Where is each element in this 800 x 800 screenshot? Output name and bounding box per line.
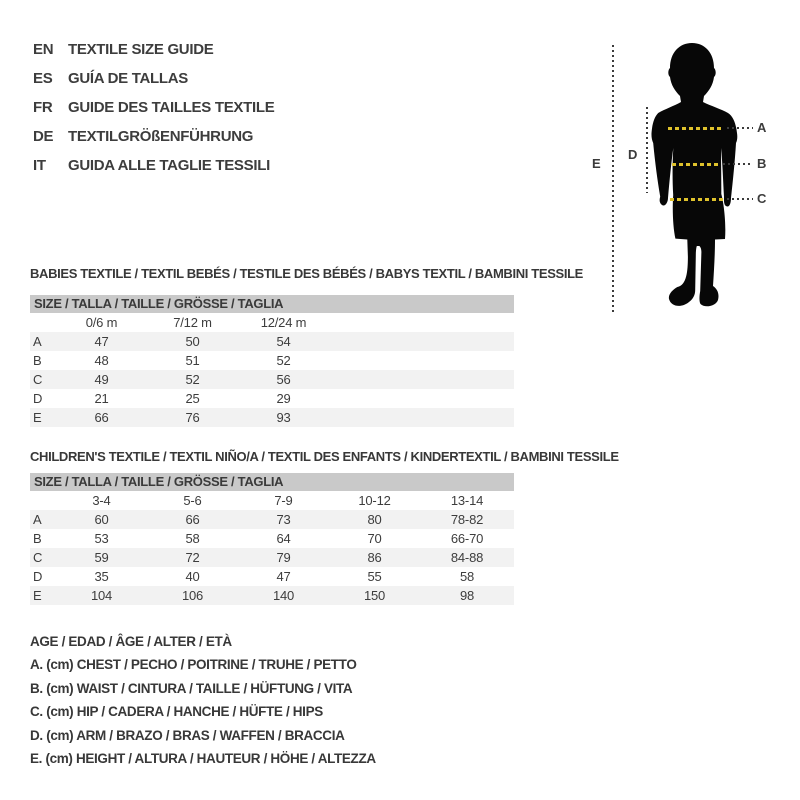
table-row: E 104 106 140 150 98 bbox=[30, 586, 514, 605]
row-label: A bbox=[33, 334, 42, 349]
chest-measure-label: A bbox=[757, 120, 767, 135]
hip-measure-label: C bbox=[757, 191, 767, 206]
row-label: B bbox=[33, 531, 42, 546]
legend-waist: B. (cm) WAIST / CINTURA / TAILLE / HÜFTUNG / VITA bbox=[30, 680, 353, 696]
children-col-1: 3-4 bbox=[92, 493, 111, 508]
waist-measure-label: B bbox=[757, 156, 767, 171]
babies-column-header-row bbox=[30, 313, 514, 332]
language-code: EN bbox=[33, 41, 54, 58]
language-row-de bbox=[33, 122, 274, 151]
language-code: ES bbox=[33, 70, 53, 87]
table-row: D 21 25 29 bbox=[30, 389, 514, 408]
chest-measure-row bbox=[590, 119, 795, 137]
table-row: A 47 50 54 bbox=[30, 332, 514, 351]
language-title: GUÍA DE TALLAS bbox=[68, 70, 188, 87]
table-row: B 48 51 52 bbox=[30, 351, 514, 370]
language-title: TEXTILE SIZE GUIDE bbox=[68, 41, 214, 58]
babies-col-1: 0/6 m bbox=[85, 315, 118, 330]
legend-hip: C. (cm) HIP / CADERA / HANCHE / HÜFTE / HIPS bbox=[30, 704, 323, 720]
legend-height: E. (cm) HEIGHT / ALTURA / HAUTEUR / HÖHE / ALTEZZA bbox=[30, 750, 376, 766]
legend-age: AGE / EDAD / ÂGE / ALTER / ETÀ bbox=[30, 634, 232, 649]
row-label: A bbox=[33, 512, 42, 527]
babies-section-title: BABIES TEXTILE / TEXTIL BEBÉS / TESTILE DES BÉBÉS / BABYS TEXTIL / BAMBINI TESSILE bbox=[30, 266, 584, 281]
language-row-es bbox=[33, 64, 274, 93]
height-measure-label: E bbox=[592, 156, 601, 171]
language-list bbox=[33, 35, 274, 180]
children-col-4: 10-12 bbox=[358, 493, 391, 508]
language-code: IT bbox=[33, 157, 46, 174]
babies-col-4 bbox=[329, 313, 420, 332]
language-row-fr bbox=[33, 93, 274, 122]
table-row: E 66 76 93 bbox=[30, 408, 514, 427]
language-title: GUIDA ALLE TAGLIE TESSILI bbox=[68, 157, 270, 174]
row-label: B bbox=[33, 353, 42, 368]
hip-dash-line bbox=[670, 198, 724, 201]
table-row: B 53 58 64 70 66-70 bbox=[30, 529, 514, 548]
row-label: E bbox=[33, 588, 42, 603]
language-title: GUIDE DES TAILLES TEXTILE bbox=[68, 99, 275, 116]
arm-measure-label: D bbox=[628, 147, 638, 162]
table-row: D 35 40 47 55 58 bbox=[30, 567, 514, 586]
row-label: C bbox=[33, 550, 43, 565]
legend-chest: A. (cm) CHEST / PECHO / POITRINE / TRUHE / PETTO bbox=[30, 657, 357, 673]
hip-measure-row bbox=[590, 190, 795, 208]
table-row: C 59 72 79 86 84-88 bbox=[30, 548, 514, 567]
language-row-en bbox=[33, 35, 274, 64]
table-row: C 49 52 56 bbox=[30, 370, 514, 389]
waist-dash-line bbox=[672, 163, 718, 166]
children-col-2: 5-6 bbox=[183, 493, 202, 508]
waist-measure-row bbox=[590, 155, 795, 173]
row-label: D bbox=[33, 391, 43, 406]
children-size-table bbox=[30, 491, 514, 605]
legend-arm: D. (cm) ARM / BRAZO / BRAS / WAFFEN / BRACCIA bbox=[30, 727, 345, 743]
babies-col-5 bbox=[420, 313, 514, 332]
hip-dot-line bbox=[727, 198, 753, 200]
language-code: FR bbox=[33, 99, 53, 116]
language-code: DE bbox=[33, 128, 54, 145]
row-label: E bbox=[33, 410, 42, 425]
row-label: D bbox=[33, 569, 43, 584]
chest-dot-line bbox=[727, 127, 753, 129]
waist-dot-line bbox=[723, 163, 753, 165]
child-silhouette-icon bbox=[648, 42, 738, 312]
children-col-5: 13-14 bbox=[450, 493, 484, 508]
row-label: C bbox=[33, 372, 43, 387]
table-row: A 60 66 73 80 78-82 bbox=[30, 510, 514, 529]
babies-size-table bbox=[30, 313, 514, 427]
height-measure-line bbox=[612, 45, 614, 315]
children-section-title: CHILDREN'S TEXTILE / TEXTIL NIÑO/A / TEXTIL DES ENFANTS / KINDERTEXTIL / BAMBINI TESSILE bbox=[30, 449, 619, 464]
measurement-legend bbox=[30, 630, 376, 770]
babies-size-header: SIZE / TALLA / TAILLE / GRÖSSE / TAGLIA bbox=[30, 295, 514, 313]
children-column-header-row bbox=[30, 491, 514, 510]
chest-dash-line bbox=[668, 127, 723, 130]
babies-col-2: 7/12 m bbox=[173, 315, 212, 330]
measurement-figure bbox=[590, 30, 795, 325]
children-size-header: SIZE / TALLA / TAILLE / GRÖSSE / TAGLIA bbox=[30, 473, 514, 491]
babies-col-3: 12/24 m bbox=[260, 315, 307, 330]
children-col-3: 7-9 bbox=[274, 493, 293, 508]
language-row-it bbox=[33, 151, 274, 180]
language-title: TEXTILGRÖßENFÜHRUNG bbox=[68, 128, 254, 145]
